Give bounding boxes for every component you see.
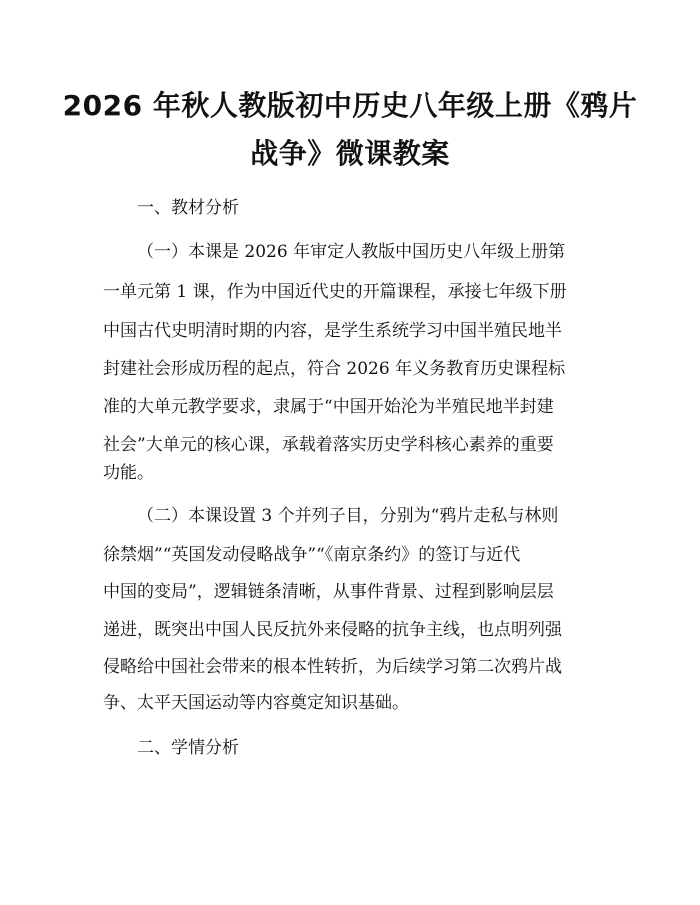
paragraph-1-line: 功能。	[103, 463, 154, 483]
paragraph-2-line: 争、太平天国运动等内容奠定知识基础。	[103, 693, 409, 713]
paragraph-2-line: 中国的变局”，逻辑链条清晰，从事件背景、过程到影响层层	[103, 582, 554, 602]
paragraph-1-line: 封建社会形成历程的起点，符合 2026 年义务教育历史课程标	[103, 359, 566, 379]
document-title-line-2: 战争》微课教案	[250, 137, 450, 170]
paragraph-1-line: 中国古代史明清时期的内容，是学生系统学习中国半殖民地半	[103, 321, 562, 341]
section-heading-student-analysis: 二、学情分析	[137, 738, 239, 758]
paragraph-1-line: 一单元第 1 课，作为中国近代史的开篇课程，承接七年级下册	[103, 282, 567, 302]
paragraph-2-line: 递进，既突出中国人民反抗外来侵略的抗争主线，也点明列强	[103, 620, 562, 640]
paragraph-2-line: （二）本课设置 3 个并列子目，分别为“鸦片走私与林则	[137, 506, 559, 526]
paragraph-1-line: 社会”大单元的核心课，承载着落实历史学科核心素养的重要	[103, 435, 554, 455]
paragraph-1-line: （一）本课是 2026 年审定人教版中国历史八年级上册第	[137, 242, 566, 262]
section-heading-textbook-analysis: 一、教材分析	[137, 198, 239, 218]
document-title-line-1: 2026 年秋人教版初中历史八年级上册《鸦片	[62, 89, 638, 122]
paragraph-1-line: 准的大单元教学要求，隶属于“中国开始沦为半殖民地半封建	[103, 397, 554, 417]
paragraph-2-line: 侵略给中国社会带来的根本性转折，为后续学习第二次鸦片战	[103, 657, 562, 677]
paragraph-2-line: 徐禁烟”“英国发动侵略战争”“《南京条约》的签订与近代	[103, 545, 521, 565]
